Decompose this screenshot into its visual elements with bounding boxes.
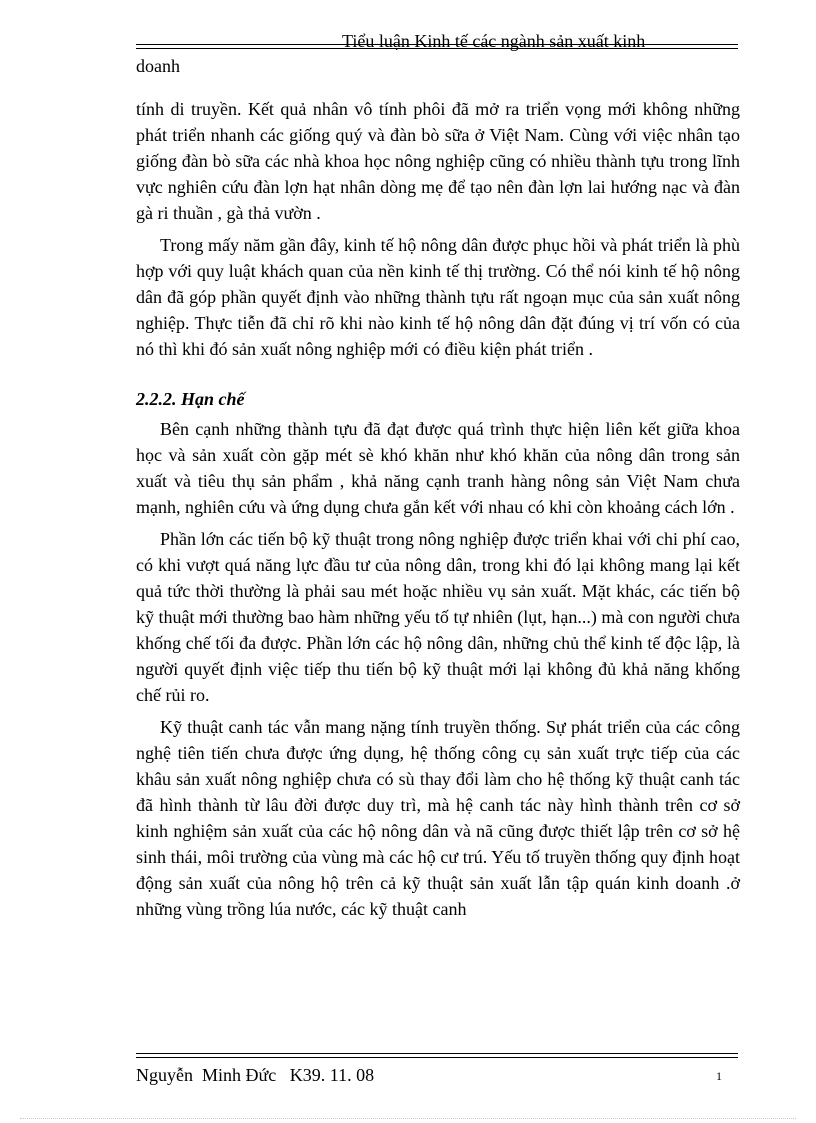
page-number: 1 <box>716 1069 722 1083</box>
section-heading: 2.2.2. Hạn chế <box>136 389 245 409</box>
footer-rule <box>136 1053 738 1054</box>
body-text <box>136 96 740 922</box>
paragraph: Kỹ thuật canh tác vẫn mang nặng tính truyền thống. Sự phát triển của các công nghệ tiên tiến chưa được ứng dụng, hệ thống công cụ sản xuất trực tiếp của các khâu sản xuất nông nghiệp chưa có sù thay đổi làm cho hệ thống kỹ thuật canh tác đã hình thành từ lâu đời được duy trì, mà hệ canh tác này hình thành trên cơ sở kinh nghiệm sản xuất của các hộ nông dân và nã cũng được thiết lập trên cơ sở hệ sinh thái, môi trường của vùng mà các hộ cư trú. Yếu tố truyền thống quy định hoạt động sản xuất của nông hộ trên cả kỹ thuật sản xuất lẫn tập quán kinh doanh .ở những vùng trồng lúa nước, các kỹ thuật canh <box>136 717 740 919</box>
paragraph: tính di truyền. Kết quả nhân vô tính phôi đã mở ra triển vọng mới không những phát triển nhanh các giống quý và đàn bò sữa ở Việt Nam. Cùng với việc nhân tạo giống đàn bò sữa các nhà khoa học nông nghiệp cũng có nhiều thành tựu trong lĩnh vực nghiên cứu đàn lợn hạt nhân dòng mẹ để tạo nên đàn lợn lai hướng nạc và đàn gà ri thuần , gà thả vườn . <box>136 99 740 223</box>
paragraph: Phần lớn các tiến bộ kỹ thuật trong nông nghiệp được triển khai với chi phí cao, có khi vượt quá năng lực đầu tư của nông dân, trong khi đó lại không mang lại kết quả tức thời thường là phải sau mét hoặc nhiều vụ sản xuất. Mặt khác, các tiến bộ kỹ thuật mới thường bao hàm những yếu tố tự nhiên (lụt, hạn...) mà con người chưa khống chế tối đa được. Phần lớn các hộ nông dân, những chủ thể kinh tế độc lập, là người quyết định việc tiếp thu tiến bộ kỹ thuật mới lại không đủ khả năng khống chế rủi ro. <box>136 529 740 705</box>
header-rule <box>136 44 738 45</box>
footer-rule <box>136 1057 738 1058</box>
paragraph: Bên cạnh những thành tựu đã đạt được quá trình thực hiện liên kết giữa khoa học và sản xuất còn gặp mét sè khó khăn như khó khăn của nông dân trong sản xuất và tiêu thụ sản phẩm , khả năng cạnh tranh hàng nông sản Việt Nam chưa mạnh, nghiên cứu và ứng dụng chưa gắn kết với nhau có khi còn khoảng cách lớn . <box>136 419 740 517</box>
paragraph: Trong mấy năm gần đây, kinh tế hộ nông dân được phục hồi và phát triển là phù hợp với quy luật khách quan của nền kinh tế thị trường. Có thể nói kinh tế hộ nông dân đã góp phần quyết định vào những thành tựu rất ngoạn mục của sản xuất nông nghiệp. Thực tiễn đã chỉ rõ khi nào kinh tế hộ nông dân đặt đúng vị trí vốn có của nó thì khi đó sản xuất nông nghiệp mới có điều kiện phát triển . <box>136 235 740 359</box>
footer-author: Nguyễn Minh Đức K39. 11. 08 <box>136 1065 375 1085</box>
page-bottom-border <box>20 1118 796 1119</box>
header-rule <box>136 48 738 49</box>
header-title-continuation: doanh <box>136 56 180 76</box>
header-title: Tiểu luận Kinh tế các ngành sản xuất kinh <box>342 31 646 51</box>
